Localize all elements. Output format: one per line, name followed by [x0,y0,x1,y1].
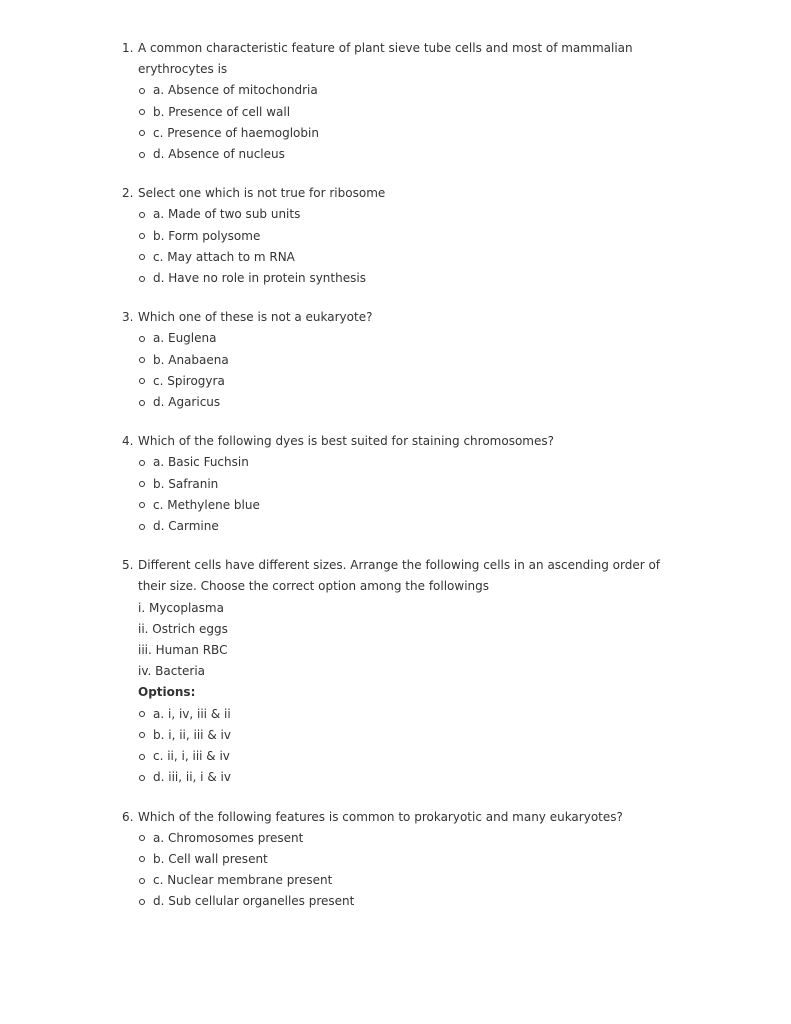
cell-item: i. Mycoplasma [138,600,224,615]
bullet-circle-icon [139,88,145,94]
option-text: a. Made of two sub units [153,207,301,222]
bullet-circle-icon [139,233,145,239]
question-text: Different cells have different sizes. Arrange the following cells in an ascending order of their size. Choose the correct option among the followings [138,558,661,594]
bullet-circle-icon [139,754,145,760]
option-list [0,80,791,165]
option-item [0,328,791,349]
bullet-circle-icon [139,878,145,884]
question-number: 3. [122,310,134,325]
option-item [0,268,791,289]
option-text: d. Absence of nucleus [153,147,285,162]
option-text: a. Absence of mitochondria [153,83,318,98]
question-text: Which one of these is not a eukaryote? [138,310,373,325]
option-text: b. Safranin [153,476,219,491]
question-1 [0,38,791,165]
option-list [0,328,791,413]
option-text: d. Agaricus [153,395,221,410]
question-text: Select one which is not true for ribosome [138,186,386,201]
question-3 [0,307,791,413]
option-text: b. Anabaena [153,352,229,367]
bullet-circle-icon [139,460,145,466]
bullet-circle-icon [139,835,145,841]
bullet-circle-icon [139,775,145,781]
option-item [0,516,791,537]
bullet-circle-icon [139,711,145,717]
option-item [0,828,791,849]
cell-item: iii. Human RBC [138,643,228,658]
question-5 [0,555,791,788]
bullet-circle-icon [139,481,145,487]
bullet-circle-icon [139,357,145,363]
bullet-circle-icon [139,400,145,406]
option-item [0,204,791,225]
option-item [0,891,791,912]
option-item [0,452,791,473]
question-text-line [0,38,791,80]
option-item [0,495,791,516]
option-item [0,704,791,725]
option-text: a. i, iv, iii & ii [153,706,231,721]
option-item [0,247,791,268]
option-item [0,226,791,247]
option-item [0,725,791,746]
option-text: d. Carmine [153,519,219,534]
bullet-circle-icon [139,212,145,218]
bullet-circle-icon [139,524,145,530]
question-number: 2. [122,186,134,201]
option-text: d. iii, ii, i & iv [153,770,231,785]
question-6 [0,807,791,913]
question-text-line [0,183,791,204]
option-text: d. Sub cellular organelles present [153,894,355,909]
bullet-circle-icon [139,254,145,260]
question-list [0,38,791,931]
question-text-line [0,307,791,328]
question-text-line [0,555,791,597]
option-list [0,704,791,789]
option-list [0,452,791,537]
bullet-circle-icon [139,899,145,905]
bullet-circle-icon [139,856,145,862]
bullet-circle-icon [139,130,145,136]
option-list [0,204,791,289]
question-text: A common characteristic feature of plant sieve tube cells and most of mammalian erythrocytes is [138,41,633,77]
question-number: 1. [122,41,134,55]
option-text: c. Spirogyra [153,373,225,388]
option-item [0,123,791,144]
option-text: b. Form polysome [153,228,261,243]
options-label: Options: [138,685,196,700]
bullet-circle-icon [139,109,145,115]
option-text: a. Euglena [153,331,217,346]
option-text: d. Have no role in protein synthesis [153,271,366,286]
bullet-circle-icon [139,336,145,342]
question-2 [0,183,791,289]
option-item [0,350,791,371]
bullet-circle-icon [139,732,145,738]
option-item [0,746,791,767]
question-text-line [0,807,791,828]
option-text: b. Presence of cell wall [153,104,291,119]
option-text: c. Presence of haemoglobin [153,125,319,140]
option-item [0,392,791,413]
bullet-circle-icon [139,276,145,282]
option-item [0,102,791,123]
option-text: b. Cell wall present [153,851,268,866]
cell-item: iv. Bacteria [138,664,206,679]
bullet-circle-icon [139,378,145,384]
option-item [0,767,791,788]
bullet-circle-icon [139,152,145,158]
option-text: c. ii, i, iii & iv [153,749,230,764]
option-text: c. Methylene blue [153,497,260,512]
option-text: c. Nuclear membrane present [153,873,333,888]
option-item [0,870,791,891]
option-text: c. May attach to m RNA [153,249,295,264]
question-text: Which of the following dyes is best suited for staining chromosomes? [138,434,554,449]
cell-item: ii. Ostrich eggs [138,621,228,636]
option-item [0,849,791,870]
bullet-circle-icon [139,502,145,508]
option-item [0,80,791,101]
question-number: 4. [122,434,134,449]
question-number: 6. [122,809,134,824]
question-number: 5. [122,558,134,573]
option-item [0,144,791,165]
option-text: a. Chromosomes present [153,830,304,845]
question-4 [0,431,791,537]
option-text: a. Basic Fuchsin [153,455,249,470]
option-item [0,371,791,392]
question-text: Which of the following features is common to prokaryotic and many eukaryotes? [138,809,623,824]
question-text-line [0,431,791,452]
option-list [0,828,791,913]
option-item [0,474,791,495]
option-text: b. i, ii, iii & iv [153,727,231,742]
